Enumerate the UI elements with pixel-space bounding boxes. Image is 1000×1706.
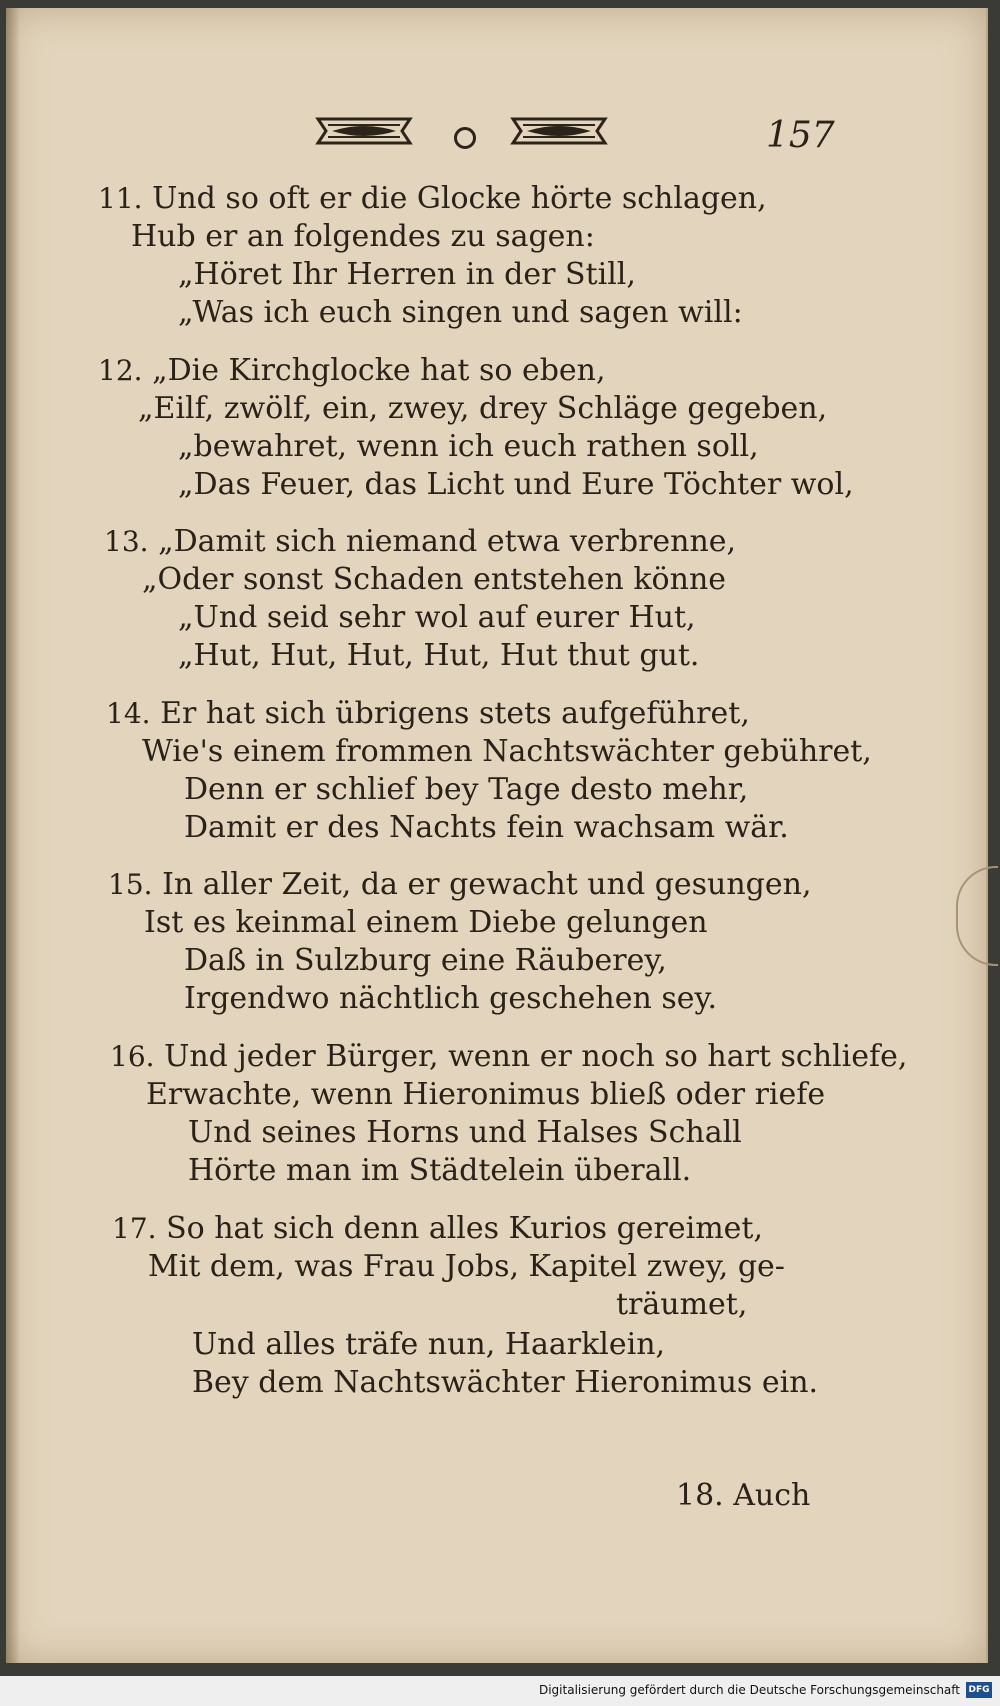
- stanza-line: Damit er des Nachts fein wachsam wär.: [184, 810, 789, 845]
- stanza-line: Erwachte, wenn Hieronimus bließ oder riefe: [146, 1077, 826, 1112]
- stanza-line: Daß in Sulzburg eine Räuberey,: [184, 943, 667, 978]
- stanza-line: 14. Er hat sich übrigens stets aufgeführet,: [106, 696, 750, 731]
- stanza-number: 13.: [104, 525, 149, 558]
- stanza-line: Denn er schlief bey Tage desto mehr,: [184, 772, 749, 807]
- stanza-line: „Oder sonst Schaden entstehen könne: [142, 562, 727, 597]
- stanza-number: 14.: [106, 697, 151, 730]
- stanza-number: 15.: [108, 868, 153, 901]
- stanza-line: „Und seid sehr wol auf eurer Hut,: [178, 600, 696, 635]
- left-ornament-icon: [314, 113, 414, 149]
- stanza-line: 11. Und so oft er die Glocke hörte schlagen,: [98, 181, 767, 216]
- stanza-line: „Hut, Hut, Hut, Hut, Hut thut gut.: [178, 638, 700, 673]
- stanza-number: 16.: [110, 1040, 155, 1073]
- stanza-line: Wie's einem frommen Nachtswächter gebühret,: [142, 734, 872, 769]
- binding-shadow: [6, 8, 20, 1663]
- stanza-line: Irgendwo nächtlich geschehen sey.: [184, 981, 717, 1016]
- stanza-line: Und alles träfe nun, Haarklein,: [192, 1327, 666, 1362]
- footer-bar: [0, 1676, 1000, 1706]
- stanza-line: 16. Und jeder Bürger, wenn er noch so hart schliefe,: [110, 1039, 908, 1074]
- stanza-line: Hörte man im Städtelein überall.: [188, 1153, 692, 1188]
- stanza-line: „Was ich euch singen und sagen will:: [178, 295, 743, 330]
- stanza-number: 11.: [98, 182, 143, 215]
- stanza-line: 12. „Die Kirchglocke hat so eben,: [98, 353, 606, 388]
- right-ornament-icon: [509, 113, 609, 149]
- stanza-line: träumet,: [616, 1287, 748, 1322]
- stanza-line: Ist es keinmal einem Diebe gelungen: [144, 905, 708, 940]
- stanza-line: 13. „Damit sich niemand etwa verbrenne,: [104, 524, 737, 559]
- stanza-line: Mit dem, was Frau Jobs, Kapitel zwey, ge-: [148, 1249, 785, 1284]
- stanza-number: 12.: [98, 354, 143, 387]
- catchword: 18. Auch: [676, 1478, 811, 1513]
- funding-credit: Digitalisierung gefördert durch die Deutsche Forschungsgemeinschaft: [538, 1683, 960, 1697]
- stanza-line: 15. In aller Zeit, da er gewacht und gesungen,: [108, 867, 812, 902]
- stanza-line: Bey dem Nachtswächter Hieronimus ein.: [192, 1365, 819, 1400]
- center-ornament-dot: [454, 127, 476, 149]
- stanza-line: „Das Feuer, das Licht und Eure Töchter wol,: [178, 467, 854, 502]
- stanza-number: 17.: [112, 1212, 157, 1245]
- page-header: [6, 113, 986, 159]
- page-clip-mark: [956, 866, 998, 966]
- dfg-logo-icon: DFG: [966, 1682, 992, 1698]
- stanza-line: „Eilf, zwölf, ein, zwey, drey Schläge gegeben,: [138, 391, 828, 426]
- book-page: [6, 8, 988, 1663]
- stanza-line: „Höret Ihr Herren in der Still,: [178, 257, 636, 292]
- stanza-line: Und seines Horns und Halses Schall: [188, 1115, 742, 1150]
- page-number: 157: [766, 115, 835, 156]
- stanza-line: Hub er an folgendes zu sagen:: [131, 219, 595, 254]
- stanza-line: 17. So hat sich denn alles Kurios gereimet,: [112, 1211, 764, 1246]
- stanza-line: „bewahret, wenn ich euch rathen soll,: [178, 429, 759, 464]
